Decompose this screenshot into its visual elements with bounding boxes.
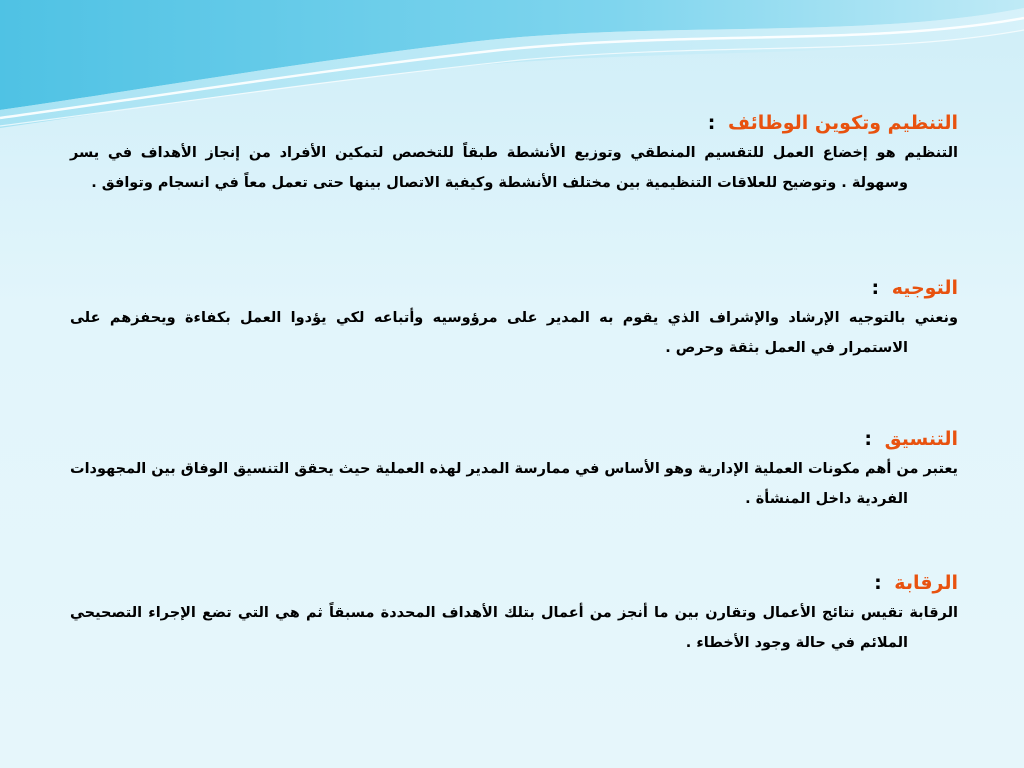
section-heading	[70, 568, 958, 598]
heading-title: التنظيم وتكوين الوظائف	[727, 112, 958, 134]
heading-colon: :	[864, 428, 872, 450]
section-controlling	[70, 568, 958, 658]
section-body: ونعني بالتوجيه الإرشاد والإشراف الذي يقوم به المدير على مرؤوسيه وأتباعه لكي يؤدوا العمل بكفاءة ويحفزهم على الاستمرار في العمل بثقة وحرص .	[70, 310, 958, 356]
heading-colon: :	[874, 572, 882, 594]
section-heading	[70, 424, 958, 454]
content-area	[70, 0, 958, 768]
section-body: التنظيم هو إخضاع العمل للتقسيم المنطقي وتوزيع الأنشطة طبقاً للتخصص لتمكين الأفراد من إنجاز الأهداف في يسر وسهولة . وتوضيح للعلاقات التنظيمية بين مختلف الأنشطة وكيفية الاتصال بينها حتى تعمل معاً في انسجام وتوافق .	[70, 145, 958, 191]
section-body: الرقابة تقيس نتائج الأعمال وتقارن بين ما أنجز من أعمال بتلك الأهداف المحددة مسبقاً ثم هي التي تضع الإجراء التصحيحي الملائم في حالة وجود الأخطاء .	[70, 605, 958, 651]
heading-colon: :	[871, 277, 880, 299]
heading-title: الرقابة	[894, 572, 958, 594]
section-heading	[70, 273, 958, 303]
section-body: يعتبر من أهم مكونات العملية الإدارية وهو الأساس في ممارسة المدير لهذه العملية حيث يحقق التنسيق الوفاق بين المجهودات الفردية داخل المنشأة .	[70, 461, 958, 507]
section-organizing	[70, 108, 958, 198]
heading-title: التنسيق	[884, 428, 958, 450]
section-directing	[70, 273, 958, 363]
heading-title: التوجيه	[891, 277, 958, 299]
section-coordinating	[70, 424, 958, 514]
section-heading	[70, 108, 958, 138]
heading-colon: :	[707, 112, 716, 134]
